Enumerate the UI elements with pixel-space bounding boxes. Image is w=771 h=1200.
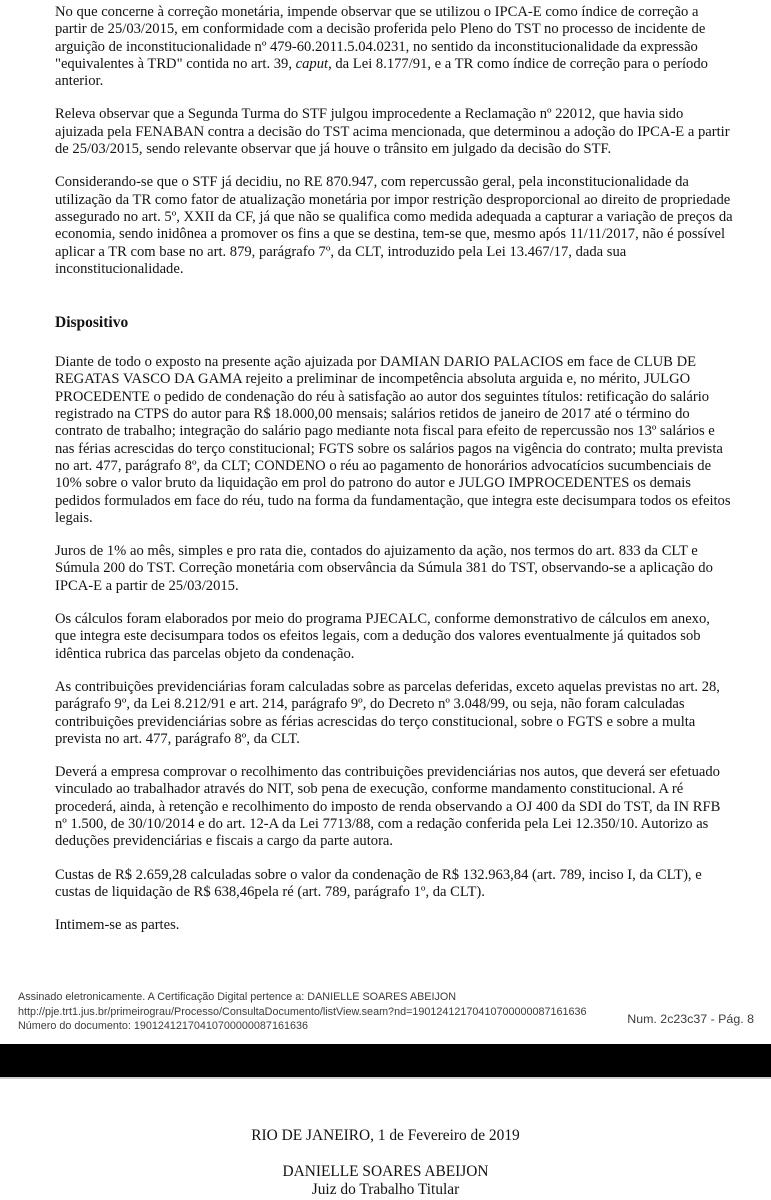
paragraph-dispositivo-condenacao: Diante de todo o exposto na presente ação ajuizada por DAMIAN DARIO PALACIOS em face de CLUB DE REGATAS VASCO DA GAMA rejeito a preliminar de incompetência absoluta arguida e, no mérito, JULGO PROCEDENTE o pedido de condenação do réu à satisfação ao autor dos seguintes títulos: retificação do salário registrado na CTPS do autor para R$ 18.000,00 mensais; salários retidos de janeiro de 2017 até o término do contrato de trabalho; integração do salário pago mediante nota fiscal para efeito de repercussão nos 13º salários e nas férias acrescidas do terço constitucional; FGTS sobre os salários pagos na vigência do contrato; multa prevista no art. 477, parágrafo 8º, da CLT; CONDENO o réu ao pagamento de honorários advocatícios sucumbenciais de 10% sobre o valor bruto da liquidação em prol do patrono do autor e JULGO IMPROCEDENTES os demais pedidos formulados em face do réu, tudo na forma da fundamentação, que integra este decisumpara todos os efeitos legais. [55, 354, 731, 526]
paragraph-correcao-monetaria [55, 4, 733, 90]
page-reference-label: Num. 2c23c37 - Pág. 8 [627, 1012, 754, 1026]
document-body [55, 4, 733, 934]
paragraph-calculos-pjecalc: Os cálculos foram elaborados por meio do programa PJECALC, conforme demonstrativo de cálculos em anexo, que integra este decisumpara todos os efeitos legais, com a dedução dos valores eventualmente já quitados sob idêntica rubrica das parcelas objeto da condenação. [55, 611, 710, 662]
footer-doc-number-line: Número do documento: 19012412170410700000087161636 [18, 1020, 308, 1033]
paragraph-re-870947: Considerando-se que o STF já decidiu, no RE 870.947, com repercussão geral, pela inconstitucionalidade da utilização da TR como fator de atualização monetária por impor restrição desproporcional ao direito de propriedade assegurado no art. 5º, XXII da CF, já que não se qualifica como medida adequada a capturar a variação de preços da economia, sendo inidônea a promover os fins a que se destina, tem-se que, mesmo após 11/11/2017, não é possível aplicar a TR com base no art. 879, parágrafo 7º, da CLT, introduzido pela Lei 13.467/17, dada sua inconstitucionalidade. [55, 174, 733, 277]
paragraph-reclamacao-stf: Releva observar que a Segunda Turma do STF julgou improcedente a Reclamação nº 22012, que havia sido ajuizada pela FENABAN contra a decisão do TST acima mencionada, que determinou a adoção do IPCA-E a partir de 25/03/2015, sendo relevante observar que já houve o trânsito em julgado da decisão do STF. [55, 106, 730, 158]
footer-signed-line: Assinado eletronicamente. A Certificação Digital pertence a: DANIELLE SOARES ABEIJON [18, 991, 457, 1003]
signature-title: Juiz do Trabalho Titular [311, 1181, 460, 1198]
paragraph-correcao-monetaria-post: , da Lei 8.177/91, e a TR como índice de correção para o período anterior. [55, 55, 708, 90]
redaction-bar [0, 1044, 771, 1079]
paragraph-juros-correcao: Juros de 1% ao mês, simples e pro rata die, contados do ajuizamento da ação, nos termos do art. 833 da CLT e Súmula 200 do TST. Correção monetária com observância da Súmula 381 do TST, observando-se a aplicação do IPCA-E a partir de 25/03/2015. [55, 543, 713, 594]
certification-footer [18, 990, 587, 1034]
signature-city-date: RIO DE JANEIRO, 1 de Fevereiro de 2019 [251, 1127, 520, 1144]
signature-block [0, 1127, 771, 1199]
paragraph-correcao-monetaria-pre: No que concerne à correção monetária, impende observar que se utilizou o IPCA-E como índice de correção a partir de 25/03/2015, em conformidade com a decisão proferida pelo Pleno do TST no processo de incidente de arguição de inconstitucionalidade nº 479-60.2011.5.04.0231, no sentido da inconstitucionalidade da expressão "equivalentes à TRD" contida no art. 39, [55, 4, 706, 72]
paragraph-intimem-se: Intimem-se as partes. [55, 917, 180, 934]
signature-name: DANIELLE SOARES ABEIJON [282, 1163, 489, 1180]
section-heading-dispositivo: Dispositivo [55, 314, 129, 332]
paragraph-recolhimento-imposto-renda: Deverá a empresa comprovar o recolhimento das contribuições previdenciárias nos autos, que deverá ser efetuado vinculado ao trabalhador através do NIT, sob pena de execução, conforme mandamento constitucional. A ré procederá, ainda, à retenção e recolhimento do imposto de renda observando a OJ 400 da SDI do TST, da IN RFB nº 1.500, de 30/10/2014 e do art. 12-A da Lei 7713/88, com a redação conferida pela Lei 12.350/10. Autorizo as deduções previdenciárias e fiscais a cargo da parte autora. [55, 764, 721, 850]
paragraph-correcao-monetaria-italic-caput: caput [295, 55, 329, 72]
footer-url-line: http://pje.trt1.jus.br/primeirograu/Processo/ConsultaDocumento/listView.seam?nd=19012412170410700000087161636 [18, 1005, 587, 1018]
paragraph-contribuicoes-previdenciarias: As contribuições previdenciárias foram calculadas sobre as parcelas deferidas, exceto aquelas previstas no art. 28, parágrafo 9º, da Lei 8.212/91 e art. 214, parágrafo 9º, do Decreto nº 3.048/99, ou seja, não foram calculadas contribuições previdenciárias sobre as férias acrescidas do terço constitucional, sobre o FGTS e sobre a multa prevista no art. 477, parágrafo 8º, da CLT. [55, 678, 720, 747]
paragraph-custas: Custas de R$ 2.659,28 calculadas sobre o valor da condenação de R$ 132.963,84 (art. 789, inciso I, da CLT), e custas de liquidação de R$ 638,46pela ré (art. 789, parágrafo 1º, da CLT). [55, 866, 702, 900]
